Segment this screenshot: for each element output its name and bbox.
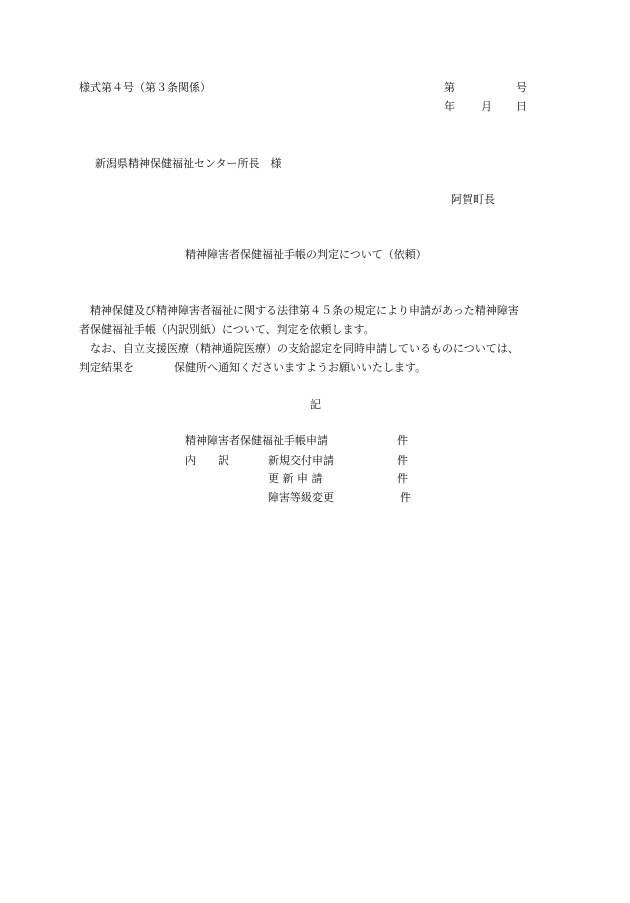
body-p1-line1: 精神保健及び精神障害者福祉に関する法律第４５条の規定により申請があった精神障害 <box>90 304 519 317</box>
summary-item-unit-new: 件 <box>397 454 408 467</box>
summary-breakdown-label: 内 訳 <box>185 454 229 467</box>
summary-item-unit-renew: 件 <box>397 472 408 485</box>
body-p2-line2b: 保健所へ通知くださいますようお願いいたします。 <box>174 361 427 374</box>
number-prefix: 第 <box>444 81 455 94</box>
summary-item-label-grade-change: 障害等級変更 <box>268 491 334 504</box>
summary-total-label: 精神障害者保健福祉手帳申請 <box>185 434 328 447</box>
summary-total-unit: 件 <box>397 434 408 447</box>
addressee: 新潟県精神保健福祉センター所長 様 <box>95 157 282 170</box>
ki-marker: 記 <box>310 398 321 411</box>
body-p2-line1: なお、自立支援医療（精神通院医療）の支給認定を同時申請しているものについては、 <box>90 342 519 355</box>
sender: 阿賀町長 <box>451 193 495 206</box>
body-p2-line2 <box>79 358 559 377</box>
form-label: 様式第４号（第３条関係） <box>79 81 211 94</box>
body-p1-line2: 者保健福祉手帳（内訳別紙）について、判定を依頼します。 <box>79 323 375 336</box>
summary-item-label-new: 新規交付申請 <box>268 454 334 467</box>
summary-item-unit-grade-change: 件 <box>400 491 411 504</box>
document-title: 精神障害者保健福祉手帳の判定について（依頼） <box>185 248 427 261</box>
date-day: 日 <box>516 100 527 113</box>
date-year: 年 <box>444 100 455 113</box>
date-month: 月 <box>481 100 492 113</box>
body-p2-line2a: 判定結果を <box>79 361 134 374</box>
summary-item-label-renew: 更 新 申 請 <box>268 472 323 485</box>
number-suffix: 号 <box>516 81 527 94</box>
body-text <box>79 301 559 377</box>
